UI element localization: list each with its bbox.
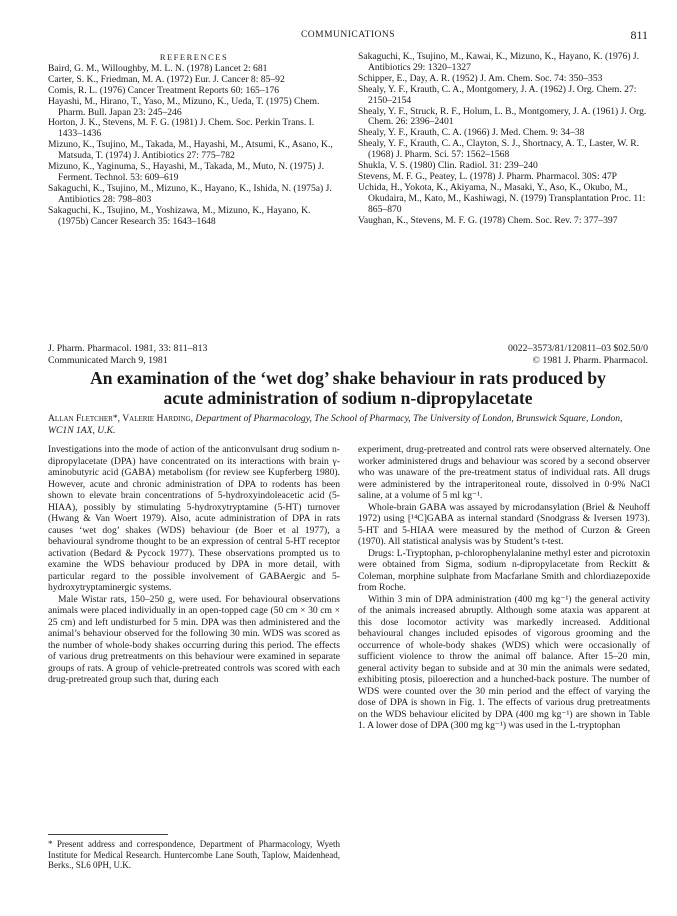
article-meta-left — [48, 343, 207, 366]
references-right-column — [358, 52, 650, 227]
reference-entry: Sakaguchi, K., Tsujino, M., Yoshizawa, M., Mizuno, K., Hayano, K. (1975b) Cancer Research 35: 1643–1648 — [48, 204, 311, 227]
title-line-1: An examination of the ‘wet dog’ shake behaviour in rats produced by — [90, 368, 606, 388]
reference-entry: Hayashi, M., Hirano, T., Yaso, M., Mizuno, K., Ueda, T. (1975) Chem. Pharm. Bull. Japan 23: 245–246 — [48, 95, 320, 118]
running-head — [48, 30, 648, 44]
author-block — [48, 413, 648, 436]
reference-entry: Mizuno, K., Yaginuma, S., Hayashi, M., Takada, M., Muto, N. (1975) J. Ferment. Technol. 53: 609–619 — [48, 161, 325, 183]
reference-entry: Mizuno, K., Tsujino, M., Takada, M., Hayashi, M., Atsumi, K., Asano, K., Matsuda, T. (1974) J. Antibiotics 27: 775–782 — [48, 139, 333, 162]
author-names: Allan Fletcher*, Valerie Harding, — [48, 413, 193, 424]
article-meta-right — [508, 343, 648, 366]
references-left-column — [48, 52, 340, 228]
reference-entry: Comis, R. L. (1976) Cancer Treatment Reports 60: 165–176 — [48, 84, 280, 96]
reference-entry: Stevens, M. F. G., Peatey, L. (1978) J. Pharm. Pharmacol. 30S: 47P — [358, 170, 617, 182]
reference-entry: Sakaguchi, K., Tsujino, M., Kawai, K., Mizuno, K., Hayano, K. (1976) J. Antibiotics 29: 1320–1327 — [358, 51, 640, 73]
reference-entry: Shealy, Y. F., Krauth, C. A., Clayton, S. J., Shortnacy, A. T., Laster, W. R. (1968) J. Pharm. Sci. 57: 1562–1568 — [358, 138, 640, 161]
footnote-text: * Present address and correspondence, Department of Pharmacology, Wyeth Institute for Medical Research. Huntercombe Lane South, Taplow, Maidenhead, Berks., SL6 0PH, U.K. — [48, 839, 340, 871]
reference-entry: Shealy, Y. F., Krauth, C. A. (1966) J. Med. Chem. 9: 34–38 — [358, 127, 585, 139]
body-paragraph: Drugs: L-Tryptophan, p-chlorophenylalanine methyl ester and picrotoxin were obtained from Sigma, sodium n-dipropylacetate from Reckitt & Coleman, morphine sulphate from Macfarlane Smith and chlordiazepoxide from Roche. — [358, 547, 650, 593]
article-code: 0022–3573/81/120811–03 $02.50/0 — [507, 343, 648, 354]
footnote-rule — [48, 834, 168, 835]
body-right-column — [358, 444, 650, 732]
communicated-date: Communicated March 9, 1981 — [48, 354, 168, 366]
reference-entry: Shealy, Y. F., Struck, R. F., Holum, L. B., Montgomery, J. A. (1961) J. Org. Chem. 26: 2396–2401 — [358, 105, 647, 128]
body-paragraph: Male Wistar rats, 150–250 g, were used. For behavioural observations animals were placed individually in an open-topped cage (50 cm × 30 cm × 25 cm) and left undisturbed for 5 min. DPA was then administered and the animal’s behaviour observed for the following 30 min. WDS was scored as the number of whole-body shakes occurring during this period. The effects of various drug pretreatments on this behaviour were examined in separate groups of rats. A group of vehicle-pretreated controls was scored with each drug-pretreated group such that, during each — [48, 593, 340, 685]
reference-entry: Schipper, E., Day, A. R. (1952) J. Am. Chem. Soc. 74: 350–353 — [358, 72, 603, 84]
body-left-column — [48, 444, 340, 871]
article-title — [48, 368, 648, 408]
body-paragraph: Whole-brain GABA was assayed by microdansylation (Briel & Neuhoff 1972) using [¹⁴C]GABA as internal standard (Snodgrass & Iversen 1973). 5-HT and 5-HIAA were measured by the method of Curzon & Green (1970). All statistical analysis was by Student’s t-test. — [358, 501, 650, 547]
reference-entry: Baird, G. M., Willoughby, M. L. N. (1978) Lancet 2: 681 — [48, 62, 268, 74]
body-paragraph: Within 3 min of DPA administration (400 mg kg⁻¹) the general activity of the animals increased abruptly. Although some ataxia was apparent at this dose locomotor activity was markedly increased. Additional behavioural changes included episodes of vigorous grooming and the occurrence of whole-body shakes (WDS) which were occasionally of sufficient violence to throw the animal off balance. After 15–20 min, general activity began to subside and at 30 min the animals were sedated, exhibiting ptosis, piloerection and a hunched-back posture. The number of WDS were counted over the 30 min period and the effect of varying the dose of DPA is shown in Fig. 1. The effects of various drug pretreatments on the WDS behaviour elicited by DPA (400 mg kg⁻¹) are shown in Table 1. A lower dose of DPA (300 mg kg⁻¹) was used in the L-tryptophan — [358, 593, 650, 731]
reference-entry: Uchida, H., Yokota, K., Akiyama, N., Masaki, Y., Aso, K., Okubo, M., Okudaira, M., Kato, M., Kashiwagi, N. (1979) Transplantation Proc. 11: 865–870 — [358, 181, 646, 215]
copyright: © 1981 J. Pharm. Pharmacol. — [532, 354, 648, 366]
reference-entry: Horton, J. K., Stevens, M. F. G. (1981) J. Chem. Soc. Perkin Trans. I. 1433–1436 — [48, 117, 315, 140]
section-label: COMMUNICATIONS — [300, 30, 396, 40]
reference-entry: Sakaguchi, K., Tsujino, M., Mizuno, K., Hayano, K., Ishida, N. (1975a) J. Antibiotics 28: 798–803 — [48, 182, 332, 205]
journal-citation: J. Pharm. Pharmacol. 1981, 33: 811–813 — [48, 343, 208, 354]
reference-entry: Vaughan, K., Stevens, M. F. G. (1978) Chem. Soc. Rev. 7: 377–397 — [358, 214, 618, 226]
body-paragraph: Investigations into the mode of action of the anticonvulsant drug sodium n-dipropylacetate (DPA) have concentrated on its interactions with brain γ-aminobutyric acid (GABA) metabolism (for review see Kupferberg 1980). However, acute and chronic administration of DPA to rodents has been shown to elevate brain concentrations of 5-hydroxyindoleacetic acid (5-HIAA), possibly by stimulating 5-hydroxytryptamine (5-HT) turnover (Hwang & Van Woert 1979). Also, acute administration of DPA in rats causes ‘wet dog’ shakes (WDS) behaviour (de Boer et al 1977), a behavioural syndrome thought to be an expression of central 5-HT receptor activation (Bedard & Pycock 1977). These observations prompted us to examine the WDS behaviour produced by DPA in more detail, with particular regard to the possible involvement of GABAergic and 5-hydroxytryptaminergic systems. — [48, 444, 340, 593]
references-heading: REFERENCES — [159, 52, 229, 62]
footnote — [48, 834, 340, 871]
reference-entry: Shealy, Y. F., Krauth, C. A., Montgomery, J. A. (1962) J. Org. Chem. 27: 2150–2154 — [358, 83, 637, 106]
reference-entry: Shukla, V. S. (1980) Clin. Radiol. 31: 239–240 — [358, 160, 538, 172]
page-number: 811 — [630, 28, 648, 42]
author-affiliation: Department of Pharmacology, The School of Pharmacy, The University of London, Brunswick Square, London, WC1N 1AX, U.K. — [48, 413, 623, 436]
title-line-2: acute administration of sodium n-dipropylacetate — [163, 388, 533, 408]
reference-entry: Carter, S. K., Friedman, M. A. (1972) Eur. J. Cancer 8: 85–92 — [48, 73, 285, 85]
body-paragraph: experiment, drug-pretreated and control rats were observed alternately. One worker administered drugs and behaviour was scored by a second observer who was unaware of the pre-treatment status of individual rats. All drugs were administered by the intraperitoneal route, dissolved in 0·9% NaCl saline, at a volume of 5 ml kg⁻¹. — [358, 444, 650, 501]
